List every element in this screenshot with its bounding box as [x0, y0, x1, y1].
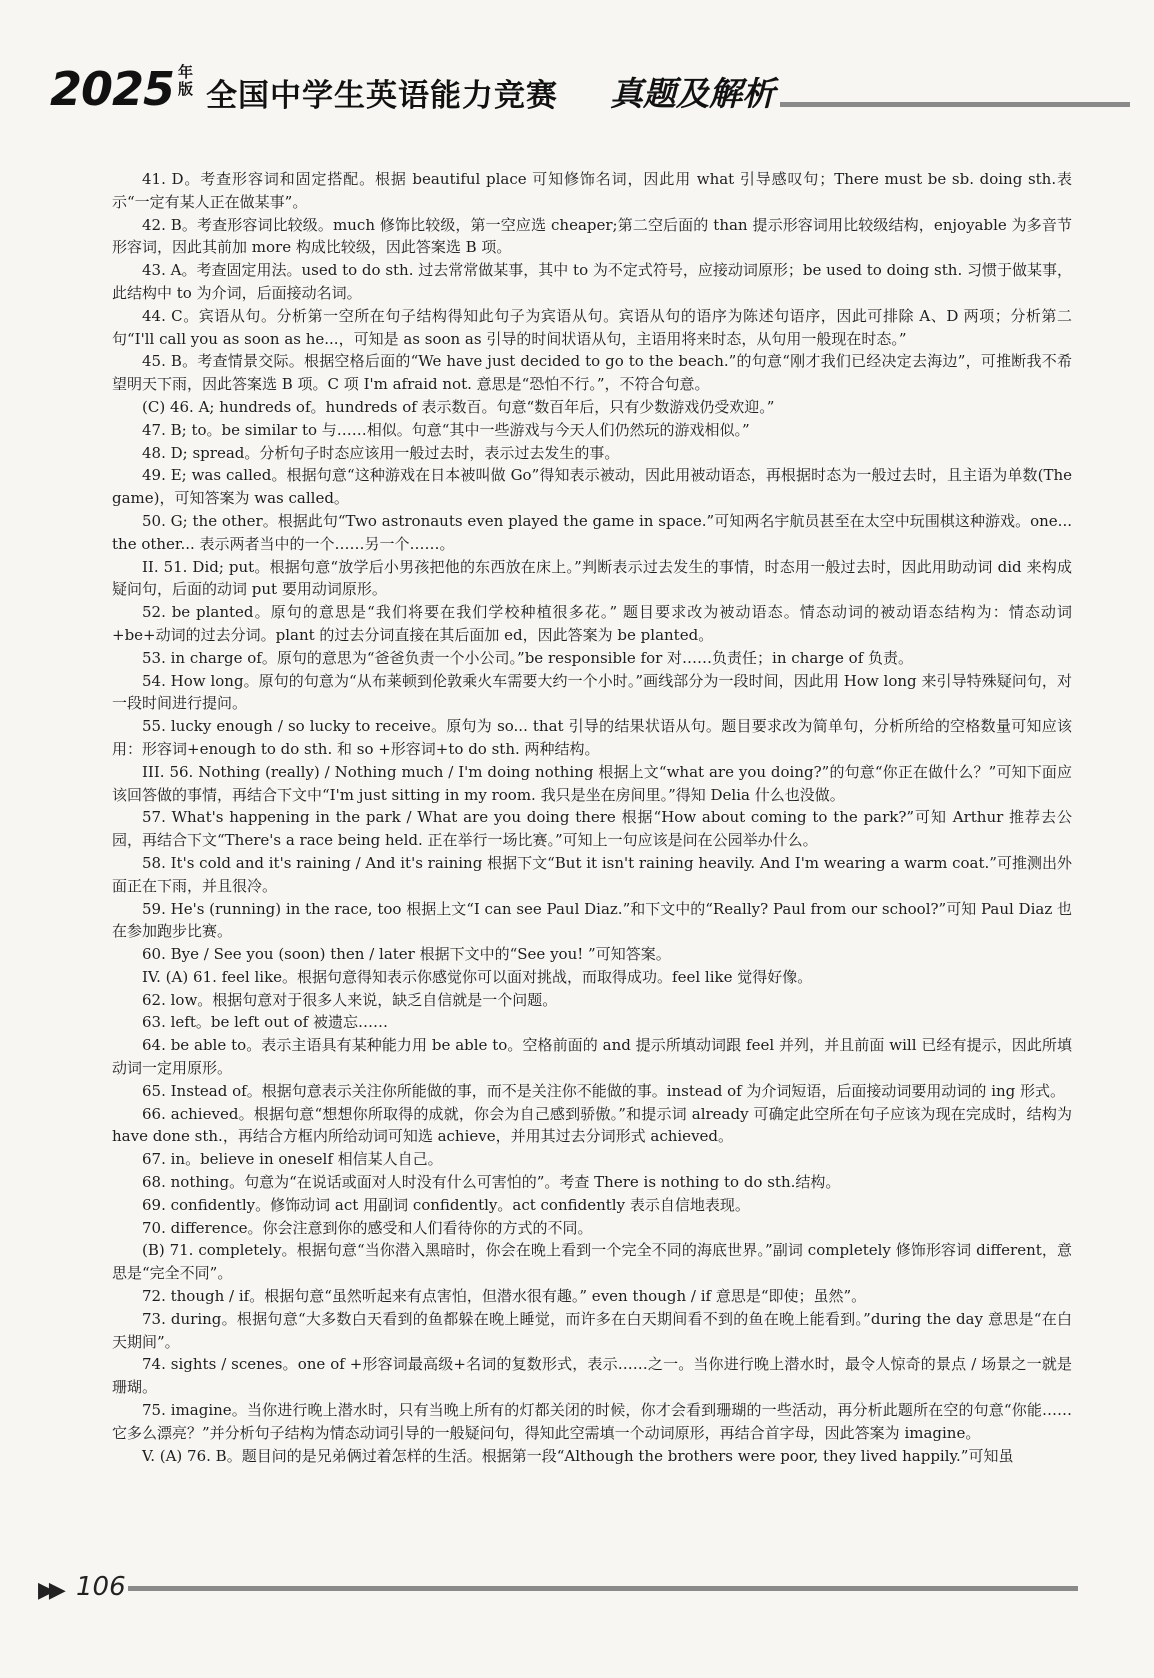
header-subtitle: 真题及解析 [610, 74, 775, 113]
paragraph: (B) 71. completely。根据句意“当你潜入黑暗时，你会在晚上看到一个完全不同的海底世界。”副词 completely 修饰形容词 different，意思是“完全不同”。 [112, 1241, 1072, 1283]
paragraph: 55. lucky enough / so lucky to receive。原句为 so... that 引导的结果状语从句。题目要求改为简单句，分析所给的空格数量可知应该用：形容词+enough to do sth. 和 so +形容词+to do sth. 两种结构。 [112, 717, 1072, 758]
paragraph: 52. be planted。原句的意思是“我们将要在我们学校种植很多花。” 题目要求改为被动语态。情态动词的被动语态结构为：情态动词+be+动词的过去分词。plant 的过去分词直接在其后面加 ed，因此答案为 be planted。 [112, 603, 1072, 644]
paragraph: 62. low。根据句意对于很多人来说，缺乏自信就是一个问题。 [142, 990, 558, 1009]
paragraph: 42. B。考查形容词比较级。much 修饰比较级，第一空应选 cheaper;第二空后面的 than 提示形容词用比较级结构，enjoyable 为多音节形容词，因此其前加 more 构成比较级，因此答案选 B 项。 [112, 215, 1072, 257]
paragraph: III. 56. Nothing (really) / Nothing much / I'm doing nothing 根据上文“what are you doing?”的句意“你正在做什么？”可知下面应该回答做的事情，再结合下文中“I'm just sitting in my room. 我只是坐在房间里。”得知 Delia 什么也没做。 [112, 762, 1072, 804]
paragraph: 54. How long。原句的句意为“从布莱顿到伦敦乘火车需要大约一个小时。”画线部分为一段时间，因此用 How long 来引导特殊疑问句，对一段时间进行提问。 [112, 671, 1072, 713]
paragraph: 58. It's cold and it's raining / And it's raining 根据下文“But it isn't raining heavily. And I'm wearing a warm coat.”可推测出外面正在下雨，并且很冷。 [112, 853, 1072, 895]
paragraph: 74. sights / scenes。one of +形容词最高级+名词的复数形式，表示……之一。当你进行晚上潜水时，最令人惊奇的景点 / 场景之一就是珊瑚。 [112, 1355, 1072, 1397]
paragraph: V. (A) 76. B。题目问的是兄弟俩过着怎样的生活。根据第一段“Although the brothers were poor, they lived happily.”可知虽 [142, 1446, 1014, 1465]
paragraph: 57. What's happening in the park / What are you doing there 根据“How about coming to the park?”可知 Arthur 推荐去公园，再结合下文“There's a race being held. 正在举行一场比赛。”可知上一句应该是问在公园举办什么。 [112, 808, 1072, 850]
paragraph: 47. B; to。be similar to 与……相似。句意“其中一些游戏与今天人们仍然玩的游戏相似。” [142, 420, 750, 439]
paragraph: 60. Bye / See you (soon) then / later 根据下文中的“See you! ”可知答案。 [142, 945, 671, 964]
paragraph: (C) 46. A; hundreds of。hundreds of 表示数百。句意“数百年后，只有少数游戏仍受欢迎。” [142, 397, 775, 416]
paragraph: 68. nothing。句意为“在说话或面对人时没有什么可害怕的”。考查 There is nothing to do sth.结构。 [142, 1173, 841, 1192]
paragraph: 45. B。考查情景交际。根据空格后面的“We have just decided to go to the beach.”的句意“刚才我们已经决定去海边”，可推断我不希望明天下雨，因此答案选 B 项。C 项 I'm afraid not. 意思是“恐怕不行。”，不符合句意。 [112, 352, 1072, 394]
header-year: 2025 [50, 62, 175, 116]
paragraph: 69. confidently。修饰动词 act 用副词 confidently。act confidently 表示自信地表现。 [142, 1195, 750, 1214]
paragraph: 44. C。宾语从句。分析第一空所在句子结构得知此句子为宾语从句。宾语从句的语序为陈述句语序，因此可排除 A、D 两项；分析第二句“I'll call you as soon as he...，可知是 as soon as 引导的时间状语从句，主语用将来时态，从句用一般现在时态。” [112, 306, 1072, 348]
page-header [50, 62, 1130, 116]
paragraph: 50. G; the other。根据此句“Two astronauts even played the game in space.”可知两名宇航员甚至在太空中玩围棋这种游戏。one... the other... 表示两者当中的一个……另一个……。 [112, 511, 1072, 553]
paragraph: 53. in charge of。原句的意思为“爸爸负责一个小公司。”be responsible for 对……负责任；in charge of 负责。 [142, 648, 914, 667]
header-title: 全国中学生英语能力竞赛 [206, 78, 558, 114]
page-number: 106 [76, 1572, 126, 1602]
answer-explanations [112, 168, 1072, 1467]
paragraph: 66. achieved。根据句意“想想你所取得的成就，你会为自己感到骄傲。”和提示词 already 可确定此空所在句子应该为现在完成时，结构为 have done sth.，再结合方框内所给动词可知选 achieve，并用其过去分词形式 achieved。 [112, 1104, 1072, 1146]
paragraph: 67. in。believe in oneself 相信某人自己。 [142, 1150, 443, 1169]
paragraph: 64. be able to。表示主语具有某种能力用 be able to。空格前面的 and 提示所填动词跟 feel 并列，并且前面 will 已经有提示，因此所填动词一定用原形。 [112, 1036, 1072, 1078]
paragraph: 48. D; spread。分析句子时态应该用一般过去时，表示过去发生的事。 [142, 443, 620, 462]
paragraph: II. 51. Did; put。根据句意“放学后小男孩把他的东西放在床上。”判断表示过去发生的事情，时态用一般过去时，因此用助动词 did 来构成疑问句，后面的动词 put 要用动词原形。 [112, 557, 1072, 599]
double-arrow-icon: ▶▶ [38, 1578, 60, 1603]
paragraph: 59. He's (running) in the race, too 根据上文“I can see Paul Diaz.”和下文中的“Really? Paul from our school?”可知 Paul Diaz 也在参加跑步比赛。 [112, 899, 1072, 941]
footer-rule [128, 1586, 1078, 1591]
header-rule [780, 102, 1130, 107]
header-edition: 年版 [178, 63, 194, 98]
paragraph: 75. imagine。当你进行晚上潜水时，只有当晚上所有的灯都关闭的时候，你才会看到珊瑚的一些活动，再分析此题所在空的句意“你能……它多么漂亮？”并分析句子结构为情态动词引导的一般疑问句，得知此空需填一个动词原形，再结合首字母，因此答案为 imagine。 [112, 1401, 1072, 1442]
paragraph: 73. during。根据句意“大多数白天看到的鱼都躲在晚上睡觉，而许多在白天期间看不到的鱼在晚上能看到。”during the day 意思是“在白天期间”。 [112, 1309, 1072, 1351]
paragraph: 43. A。考查固定用法。used to do sth. 过去常常做某事，其中 to 为不定式符号，应接动词原形；be used to doing sth. 习惯于做某事，此结构中 to 为介词，后面接动名词。 [112, 261, 1072, 302]
paragraph: 41. D。考查形容词和固定搭配。根据 beautiful place 可知修饰名词，因此用 what 引导感叹句；There must be sb. doing sth.表示“一定有某人正在做某事”。 [112, 170, 1072, 211]
paragraph: IV. (A) 61. feel like。根据句意得知表示你感觉你可以面对挑战，而取得成功。feel like 觉得好像。 [142, 967, 813, 986]
paragraph: 72. though / if。根据句意“虽然听起来有点害怕，但潜水很有趣。” even though / if 意思是“即使；虽然”。 [142, 1287, 867, 1306]
paragraph: 49. E; was called。根据句意“这种游戏在日本被叫做 Go”得知表示被动，因此用被动语态，再根据时态为一般过去时，且主语为单数(The game)，可知答案为 was called。 [112, 466, 1072, 508]
paragraph: 65. Instead of。根据句意表示关注你所能做的事，而不是关注你不能做的事。instead of 为介词短语，后面接动词要用动词的 ing 形式。 [142, 1081, 1066, 1100]
paragraph: 63. left。be left out of 被遗忘…… [142, 1013, 388, 1032]
paragraph: 70. difference。你会注意到你的感受和人们看待你的方式的不同。 [142, 1218, 593, 1237]
